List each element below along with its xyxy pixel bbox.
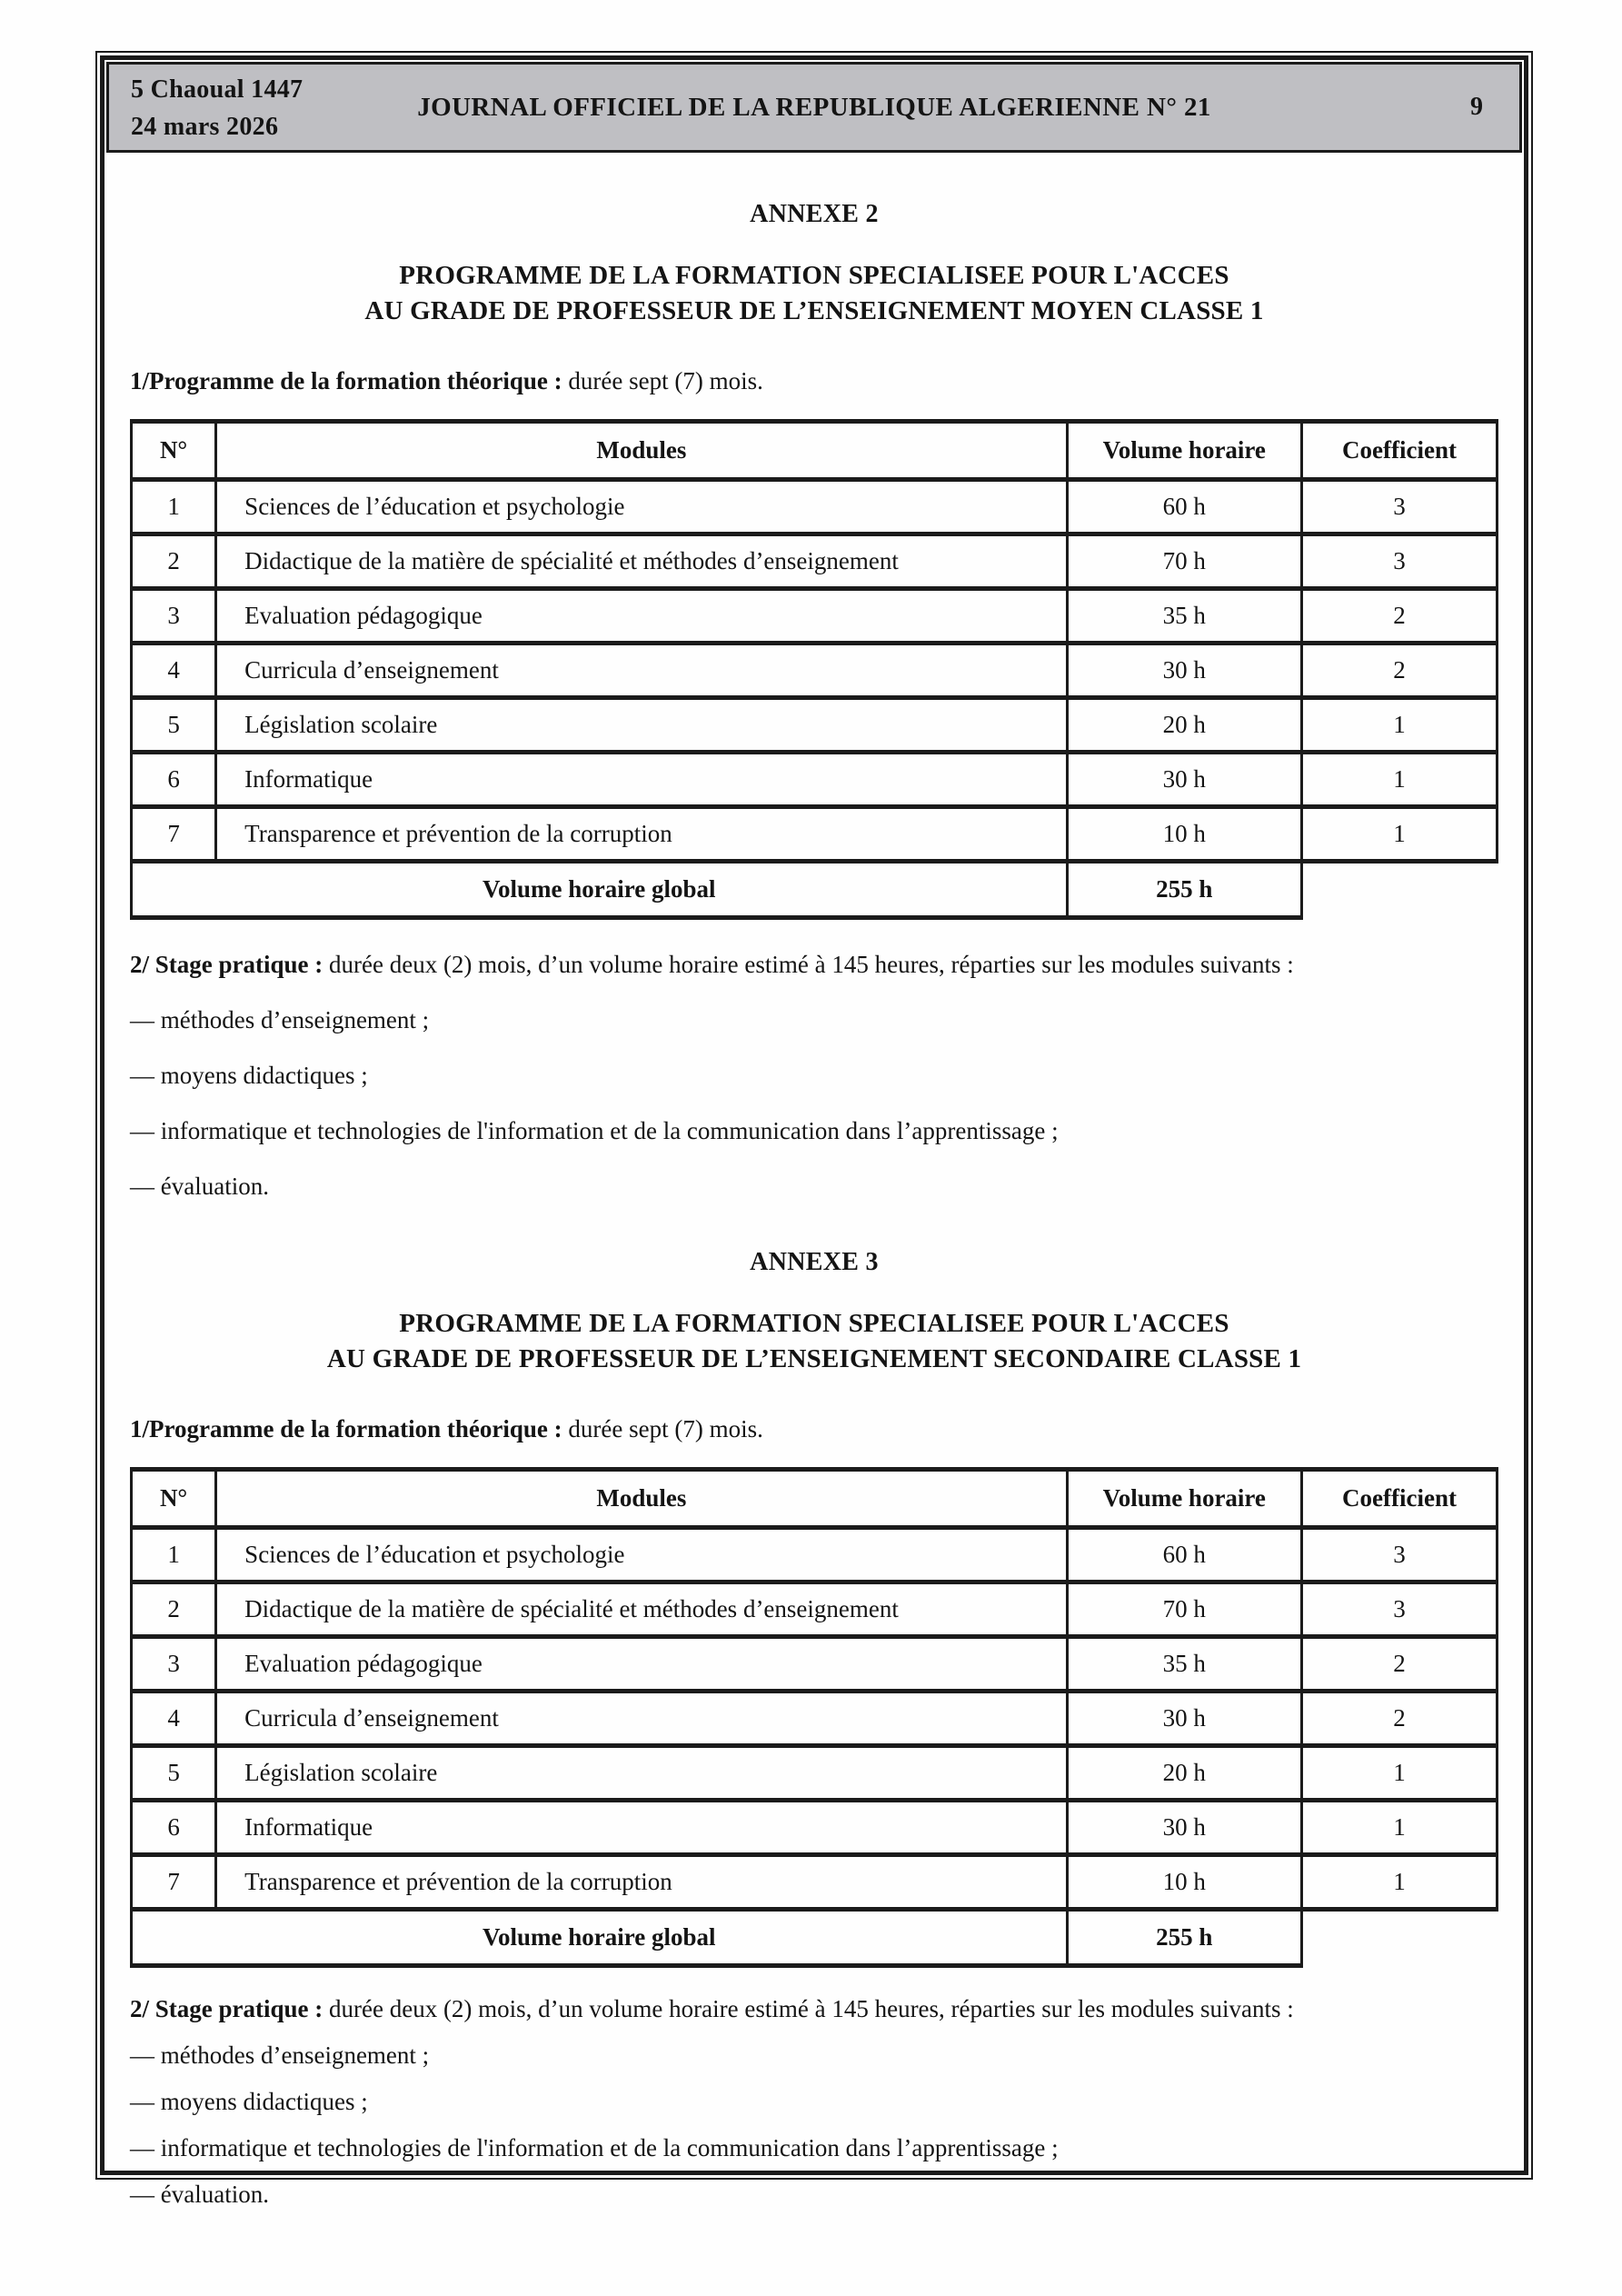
stage-bullet-item: — méthodes d’enseignement ; xyxy=(130,1006,430,1033)
cell-num: 2 xyxy=(132,534,216,589)
column-header-coefficient: Coefficient xyxy=(1302,422,1498,480)
cell-coefficient: 2 xyxy=(1302,589,1498,644)
cell-module: Législation scolaire xyxy=(216,698,1067,753)
annexe3-stage-text: durée deux (2) mois, d’un volume horaire estimé à 145 heures, réparties sur les modules suivants : xyxy=(323,1995,1294,2022)
stage-bullet-item: — évaluation. xyxy=(130,1173,269,1200)
page-number: 9 xyxy=(1470,93,1483,121)
footer-label-cell: Volume horaire global xyxy=(132,1910,1068,1966)
table-row xyxy=(132,644,1498,698)
table-row xyxy=(132,589,1498,644)
stage-bullet-item: — moyens didactiques ; xyxy=(130,1062,368,1089)
stage-bullet-item: — informatique et technologies de l'information et de la communication dans l’apprentissage ; xyxy=(130,2134,1059,2161)
cell-coefficient: 1 xyxy=(1302,698,1498,753)
annexe3-modules-table xyxy=(130,1467,1498,1968)
cell-module: Didactique de la matière de spécialité et méthodes d’enseignement xyxy=(216,534,1067,589)
footer-label-cell: Volume horaire global xyxy=(132,862,1068,918)
table-row xyxy=(132,807,1498,862)
cell-volume: 60 h xyxy=(1067,1528,1302,1582)
cell-coefficient: 3 xyxy=(1302,1528,1498,1582)
cell-coefficient: 3 xyxy=(1302,480,1498,534)
footer-value-cell: 255 h xyxy=(1067,862,1302,918)
annexe2-theory-paragraph xyxy=(130,367,1498,395)
column-header-num: N° xyxy=(132,1470,216,1528)
stage-bullet-item: — évaluation. xyxy=(130,2181,269,2208)
cell-volume: 70 h xyxy=(1067,1582,1302,1637)
table-header-row xyxy=(132,1470,1498,1528)
cell-module: Curricula d’enseignement xyxy=(216,1692,1067,1746)
header-dates xyxy=(131,71,303,145)
cell-num: 5 xyxy=(132,1746,216,1801)
cell-num: 1 xyxy=(132,1528,216,1582)
cell-num: 4 xyxy=(132,644,216,698)
table-row xyxy=(132,1692,1498,1746)
column-header-volume: Volume horaire xyxy=(1067,1470,1302,1528)
cell-num: 6 xyxy=(132,753,216,807)
table-row xyxy=(132,698,1498,753)
annexe2-label: ANNEXE 2 xyxy=(750,200,879,228)
cell-volume: 60 h xyxy=(1067,480,1302,534)
cell-num: 4 xyxy=(132,1692,216,1746)
annexe3-title-line2: AU GRADE DE PROFESSEUR DE L’ENSEIGNEMENT SECONDAIRE CLASSE 1 xyxy=(326,1344,1302,1373)
cell-volume: 70 h xyxy=(1067,534,1302,589)
cell-coefficient: 3 xyxy=(1302,534,1498,589)
annexe3-stage-paragraph xyxy=(130,1995,1498,2023)
table-row xyxy=(132,1637,1498,1692)
annexe3-section xyxy=(130,1248,1498,2209)
annexe3-label: ANNEXE 3 xyxy=(750,1248,879,1276)
annexe3-title-line1: PROGRAMME DE LA FORMATION SPECIALISEE POUR L'ACCES xyxy=(399,1309,1229,1338)
annexe2-theory-text: durée sept (7) mois. xyxy=(562,367,763,394)
cell-coefficient: 2 xyxy=(1302,1637,1498,1692)
annexe2-stage-label: 2/ Stage pratique : xyxy=(130,951,323,978)
annexe3-theory-label: 1/Programme de la formation théorique : xyxy=(130,1415,562,1442)
annexe2-title xyxy=(130,258,1498,329)
cell-module: Transparence et prévention de la corruption xyxy=(216,1855,1067,1910)
cell-module: Didactique de la matière de spécialité et méthodes d’enseignement xyxy=(216,1582,1067,1637)
column-header-num: N° xyxy=(132,422,216,480)
hijri-date: 5 Chaoual 1447 xyxy=(131,75,304,104)
cell-coefficient: 1 xyxy=(1302,807,1498,862)
cell-volume: 30 h xyxy=(1067,753,1302,807)
cell-coefficient: 3 xyxy=(1302,1582,1498,1637)
cell-volume: 30 h xyxy=(1067,1692,1302,1746)
cell-num: 7 xyxy=(132,1855,216,1910)
table-row xyxy=(132,480,1498,534)
annexe3-theory-paragraph xyxy=(130,1415,1498,1443)
table-row xyxy=(132,1801,1498,1855)
annexe3-stage-label: 2/ Stage pratique : xyxy=(130,1995,323,2022)
table-row xyxy=(132,534,1498,589)
annexe2-modules-table xyxy=(130,419,1498,920)
footer-empty-cell xyxy=(1302,1910,1498,1966)
cell-volume: 20 h xyxy=(1067,1746,1302,1801)
annexe2-title-line2: AU GRADE DE PROFESSEUR DE L’ENSEIGNEMENT MOYEN CLASSE 1 xyxy=(364,296,1264,325)
journal-title: JOURNAL OFFICIEL DE LA REPUBLIQUE ALGERIENNE N° 21 xyxy=(417,92,1211,122)
cell-num: 3 xyxy=(132,1637,216,1692)
cell-num: 1 xyxy=(132,480,216,534)
annexe3-theory-text: durée sept (7) mois. xyxy=(562,1415,763,1442)
cell-volume: 20 h xyxy=(1067,698,1302,753)
annexe3-title xyxy=(130,1306,1498,1377)
annexe2-title-line1: PROGRAMME DE LA FORMATION SPECIALISEE POUR L'ACCES xyxy=(399,261,1229,290)
footer-value-cell: 255 h xyxy=(1067,1910,1302,1966)
cell-coefficient: 2 xyxy=(1302,1692,1498,1746)
page-frame xyxy=(100,55,1528,2208)
table-row xyxy=(132,753,1498,807)
page-content xyxy=(104,200,1524,2209)
cell-module: Curricula d’enseignement xyxy=(216,644,1067,698)
column-header-volume: Volume horaire xyxy=(1067,422,1302,480)
table-row xyxy=(132,1528,1498,1582)
cell-module: Evaluation pédagogique xyxy=(216,1637,1067,1692)
annexe2-stage-text: durée deux (2) mois, d’un volume horaire estimé à 145 heures, réparties sur les modules suivants : xyxy=(323,951,1294,978)
cell-num: 3 xyxy=(132,589,216,644)
cell-num: 7 xyxy=(132,807,216,862)
cell-coefficient: 2 xyxy=(1302,644,1498,698)
cell-num: 6 xyxy=(132,1801,216,1855)
cell-module: Informatique xyxy=(216,1801,1067,1855)
cell-module: Sciences de l’éducation et psychologie xyxy=(216,1528,1067,1582)
table-row xyxy=(132,1855,1498,1910)
table-row xyxy=(132,1582,1498,1637)
cell-module: Législation scolaire xyxy=(216,1746,1067,1801)
footer-empty-cell xyxy=(1302,862,1498,918)
journal-header-band xyxy=(106,62,1522,153)
cell-volume: 10 h xyxy=(1067,807,1302,862)
cell-num: 5 xyxy=(132,698,216,753)
cell-module: Transparence et prévention de la corruption xyxy=(216,807,1067,862)
cell-volume: 35 h xyxy=(1067,1637,1302,1692)
column-header-coefficient: Coefficient xyxy=(1302,1470,1498,1528)
column-header-modules: Modules xyxy=(216,422,1067,480)
cell-num: 2 xyxy=(132,1582,216,1637)
cell-module: Sciences de l’éducation et psychologie xyxy=(216,480,1067,534)
cell-module: Informatique xyxy=(216,753,1067,807)
table-footer-row xyxy=(132,1910,1498,1966)
column-header-modules: Modules xyxy=(216,1470,1067,1528)
stage-bullet-item: — informatique et technologies de l'information et de la communication dans l’apprentissage ; xyxy=(130,1117,1059,1144)
cell-coefficient: 1 xyxy=(1302,1801,1498,1855)
cell-coefficient: 1 xyxy=(1302,1855,1498,1910)
cell-volume: 10 h xyxy=(1067,1855,1302,1910)
cell-coefficient: 1 xyxy=(1302,1746,1498,1801)
stage-bullet-item: — méthodes d’enseignement ; xyxy=(130,2041,430,2069)
cell-volume: 30 h xyxy=(1067,644,1302,698)
cell-module: Evaluation pédagogique xyxy=(216,589,1067,644)
stage-bullet-item: — moyens didactiques ; xyxy=(130,2088,368,2115)
annexe2-theory-label: 1/Programme de la formation théorique : xyxy=(130,367,562,394)
table-header-row xyxy=(132,422,1498,480)
cell-volume: 30 h xyxy=(1067,1801,1302,1855)
annexe2-section xyxy=(130,200,1498,1201)
table-row xyxy=(132,1746,1498,1801)
cell-volume: 35 h xyxy=(1067,589,1302,644)
annexe2-stage-paragraph xyxy=(130,951,1498,979)
cell-coefficient: 1 xyxy=(1302,753,1498,807)
gregorian-date: 24 mars 2026 xyxy=(131,113,279,141)
table-footer-row xyxy=(132,862,1498,918)
